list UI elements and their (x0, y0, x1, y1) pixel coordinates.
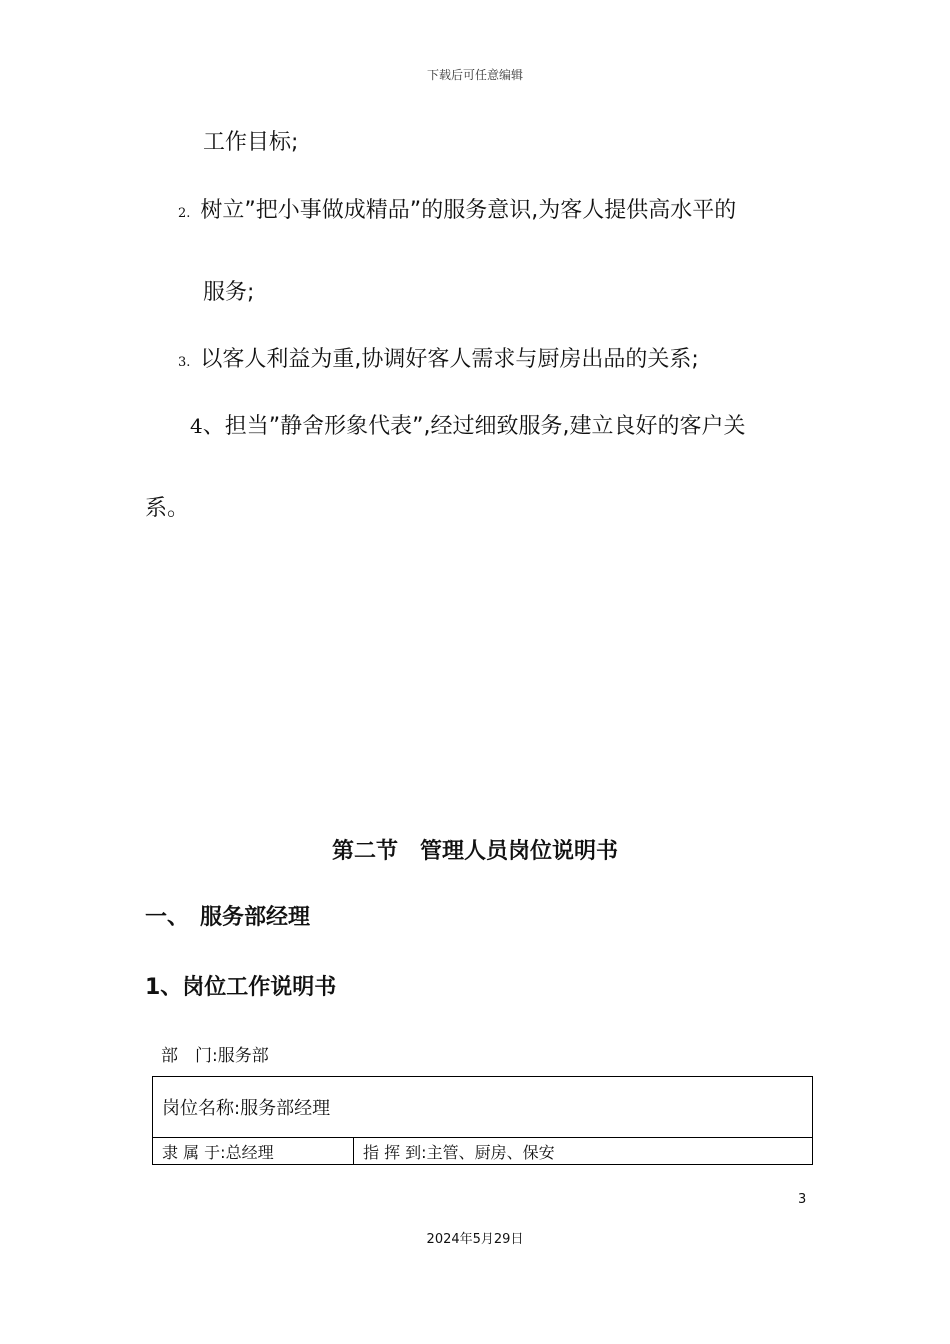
list-item-4 (190, 411, 746, 442)
page-number: 3 (798, 1192, 807, 1207)
list-number: 4 (190, 414, 203, 438)
job-description-table (152, 1076, 813, 1165)
list-item-2-continuation: 服务; (203, 280, 255, 305)
list-number: 3. (178, 355, 191, 370)
list-item-2 (178, 196, 736, 229)
list-item-3 (178, 345, 699, 378)
page-header-note: 下载后可任意编辑 (426, 68, 523, 82)
position-name-cell: 岗位名称:服务部经理 (153, 1077, 813, 1138)
table-row (153, 1138, 813, 1165)
directs-cell: 指 挥 到:主管、厨房、保安 (354, 1138, 813, 1165)
heading-service-manager: 一、 服务部经理 (145, 905, 311, 930)
heading-job-description: 1、岗位工作说明书 (145, 975, 337, 1000)
list-item-text: 、担当”静舍形象代表”,经过细致服务,建立良好的客户关 (202, 414, 746, 439)
section-title: 第二节 管理人员岗位说明书 (331, 839, 618, 864)
text-line-goal: 工作目标; (203, 130, 299, 155)
list-item-text: 以客人利益为重,协调好客人需求与厨房出品的关系; (200, 347, 699, 372)
footer-date: 2024年5月29日 (426, 1232, 524, 1247)
list-number: 2. (178, 206, 191, 221)
table-row (153, 1077, 813, 1138)
list-item-4-continuation: 系。 (145, 496, 190, 521)
department-label: 部 门:服务部 (161, 1046, 269, 1066)
list-item-text: 树立”把小事做成精品”的服务意识,为客人提供高水平的 (200, 198, 737, 223)
reports-to-cell: 隶 属 于:总经理 (153, 1138, 354, 1165)
